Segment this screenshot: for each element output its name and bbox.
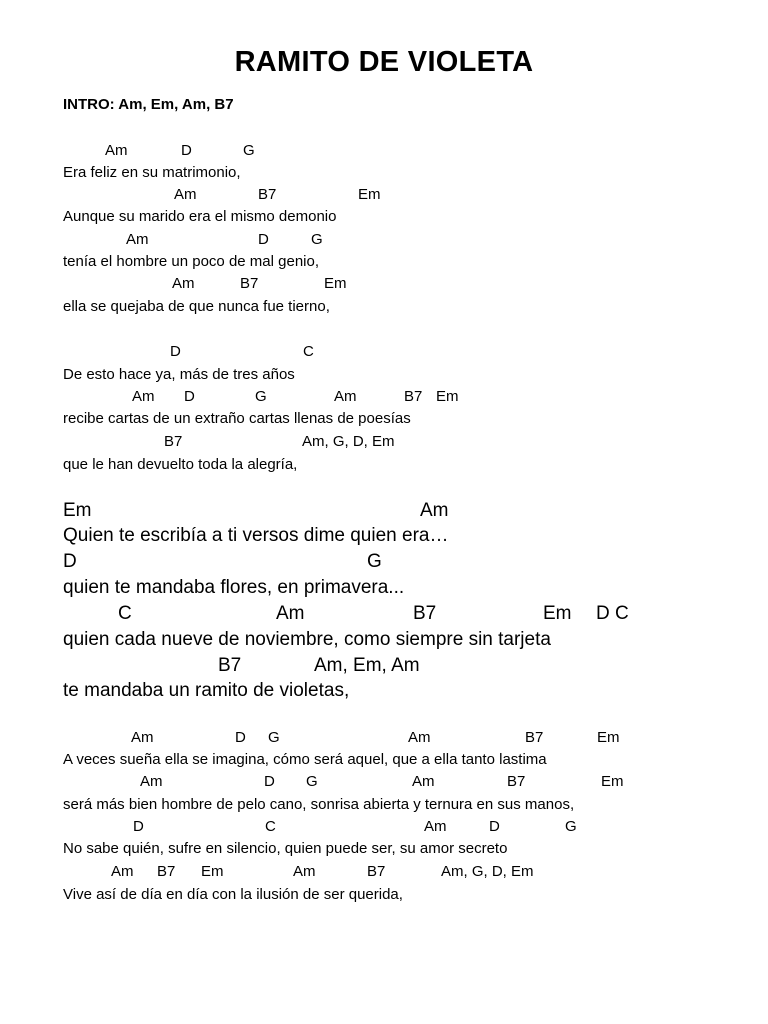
- chord: G: [311, 231, 323, 248]
- chord: Am, G, D, Em: [302, 433, 395, 450]
- chord: Am: [276, 603, 305, 624]
- intro-chords: INTRO: Am, Em, Am, B7: [63, 96, 234, 113]
- chord: G: [565, 818, 577, 835]
- chord: B7: [507, 773, 526, 790]
- chord: Em: [597, 729, 620, 746]
- chord: Am: [111, 863, 134, 880]
- chord: D C: [596, 603, 629, 624]
- chord: D: [133, 818, 144, 835]
- lyric-line: será más bien hombre de pelo cano, sonrisa abierta y ternura en sus manos,: [63, 796, 575, 813]
- chord: Em: [358, 186, 381, 203]
- chord: B7: [413, 603, 437, 624]
- chord: Am: [132, 388, 155, 405]
- chord: Em: [601, 773, 624, 790]
- chord: D: [264, 773, 275, 790]
- chord: Am, G, D, Em: [441, 863, 534, 880]
- chord: Am: [293, 863, 316, 880]
- chord: Em: [201, 863, 224, 880]
- chord: Am: [408, 729, 431, 746]
- chord: C: [118, 603, 132, 624]
- lyric-line: Era feliz en su matrimonio,: [63, 164, 241, 181]
- chord: D: [63, 551, 77, 572]
- chord: B7: [218, 655, 242, 676]
- chord: Am: [140, 773, 163, 790]
- lyric-line: No sabe quién, sufre en silencio, quien puede ser, su amor secreto: [63, 840, 508, 857]
- chord: Am: [105, 142, 128, 159]
- chord: Em: [436, 388, 459, 405]
- chord: B7: [367, 863, 386, 880]
- lyric-line: tenía el hombre un poco de mal genio,: [63, 253, 320, 270]
- lyric-line: te mandaba un ramito de violetas,: [63, 680, 350, 701]
- chord: Am: [126, 231, 149, 248]
- chord: Am: [172, 275, 195, 292]
- chord: D: [235, 729, 246, 746]
- chord: G: [367, 551, 382, 572]
- chord: Am: [412, 773, 435, 790]
- chord: Am: [174, 186, 197, 203]
- chord: D: [170, 343, 181, 360]
- chord: B7: [157, 863, 176, 880]
- lyric-line: Aunque su marido era el mismo demonio: [63, 208, 337, 225]
- chord: Am, Em, Am: [314, 655, 420, 676]
- chord: G: [268, 729, 280, 746]
- chord: Em: [63, 500, 92, 521]
- chord: Am: [334, 388, 357, 405]
- chord: Am: [420, 500, 449, 521]
- chord: G: [306, 773, 318, 790]
- lyric-line: Quien te escribía a ti versos dime quien era…: [63, 525, 449, 546]
- chord: Am: [424, 818, 447, 835]
- chord: B7: [404, 388, 423, 405]
- chord: C: [303, 343, 314, 360]
- chord: B7: [240, 275, 259, 292]
- lyric-line: Vive así de día en día con la ilusión de ser querida,: [63, 886, 403, 903]
- chord: G: [255, 388, 267, 405]
- lyric-line: recibe cartas de un extraño cartas llenas de poesías: [63, 410, 411, 427]
- chord: D: [489, 818, 500, 835]
- chord: G: [243, 142, 255, 159]
- lyric-line: De esto hace ya, más de tres años: [63, 366, 295, 383]
- chord: D: [258, 231, 269, 248]
- chord: Am: [131, 729, 154, 746]
- chord: B7: [164, 433, 183, 450]
- chord: B7: [525, 729, 544, 746]
- chord: Em: [543, 603, 572, 624]
- chord: B7: [258, 186, 277, 203]
- chord: D: [184, 388, 195, 405]
- lyric-line: quien te mandaba flores, en primavera...: [63, 577, 405, 598]
- lyric-line: quien cada nueve de noviembre, como siempre sin tarjeta: [63, 629, 551, 650]
- chord: C: [265, 818, 276, 835]
- song-title: RAMITO DE VIOLETA: [234, 46, 534, 78]
- chord: D: [181, 142, 192, 159]
- lyric-line: que le han devuelto toda la alegría,: [63, 456, 298, 473]
- lyric-line: ella se quejaba de que nunca fue tierno,: [63, 298, 330, 315]
- chord: Em: [324, 275, 347, 292]
- lyric-line: A veces sueña ella se imagina, cómo será aquel, que a ella tanto lastima: [63, 751, 547, 768]
